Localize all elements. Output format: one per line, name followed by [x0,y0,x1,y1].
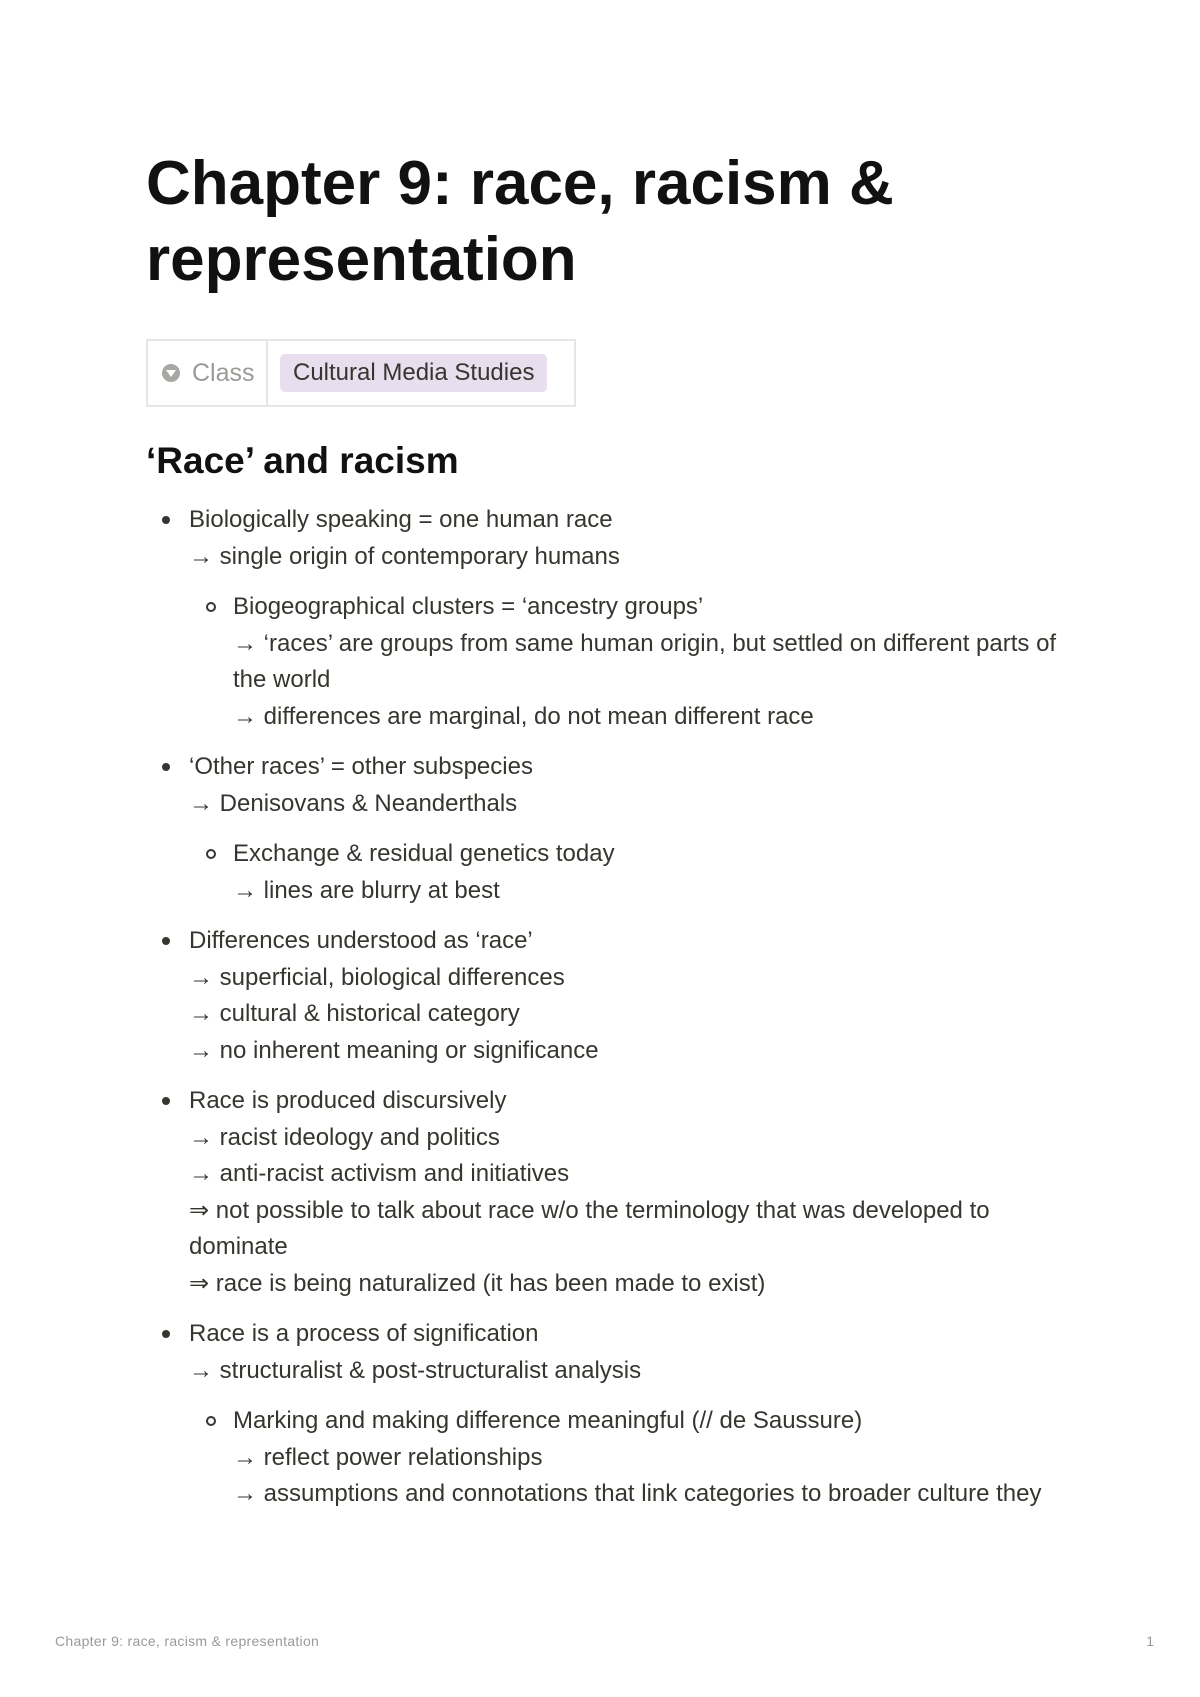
bullet-line: → Denisovans & Neanderthals [189,789,518,817]
sub-bullet-line: → reflect power relationships [233,1443,543,1471]
bullet-line: → racist ideology and politics [189,1123,500,1151]
bullet-line: ⇒ race is being naturalized (it has been made to exist) [189,1269,766,1297]
sub-bullet-line: Biogeographical clusters = ‘ancestry groups’ [233,593,704,620]
bullet-line: → no inherent meaning or significance [189,1036,599,1064]
bullet-line: ⇒ not possible to talk about race w/o the terminology that was developed to dominate [189,1196,990,1260]
class-tag[interactable]: Cultural Media Studies [280,354,547,392]
bullet-item [146,749,1066,909]
sub-bullet-line: Marking and making difference meaningful (// de Saussure) [233,1407,863,1434]
page-title: Chapter 9: race, racism & representation [146,149,894,294]
sub-bullet-line: → ‘races’ are groups from same human origin, but settled on different parts of the world [233,629,1057,693]
bullet-line: Race is produced discursively [189,1087,507,1114]
sub-bullet-item [189,1403,1066,1513]
property-key-class [148,341,268,405]
bullet-line: Race is a process of signification [189,1320,539,1347]
bullet-line: Biologically speaking = one human race [189,506,613,533]
sub-bullet-item [189,836,1066,909]
sub-bullet-line: → differences are marginal, do not mean different race [233,702,814,730]
sub-bullet-item [189,589,1066,735]
footer-title: Chapter 9: race, racism & representation [55,1633,320,1649]
bullet-item [146,923,1066,1069]
bullet-line: → anti-racist activism and initiatives [189,1160,570,1187]
bullet-item [146,502,1066,735]
property-label: Class [192,358,255,387]
page-number: 1 [1146,1633,1154,1649]
bullet-list [146,502,1066,1527]
property-value-class[interactable] [268,341,574,405]
bullet-line: ‘Other races’ = other subspecies [189,753,533,780]
properties-table [146,339,576,407]
bullet-line: → superficial, biological differences [189,963,565,991]
sub-bullet-line: → lines are blurry at best [233,876,500,904]
section-heading: ‘Race’ and racism [146,440,459,481]
bullet-line: → structuralist & post-structuralist analysis [189,1356,642,1384]
bullet-line: → single origin of contemporary humans [189,542,620,570]
sub-bullet-line: → assumptions and connotations that link categories to broader culture they [233,1480,1042,1507]
select-property-icon [162,364,180,382]
bullet-item [146,1316,1066,1513]
bullet-item [146,1083,1066,1302]
sub-bullet-line: Exchange & residual genetics today [233,840,615,867]
bullet-line: Differences understood as ‘race’ [189,927,533,954]
bullet-line: → cultural & historical category [189,1000,520,1027]
